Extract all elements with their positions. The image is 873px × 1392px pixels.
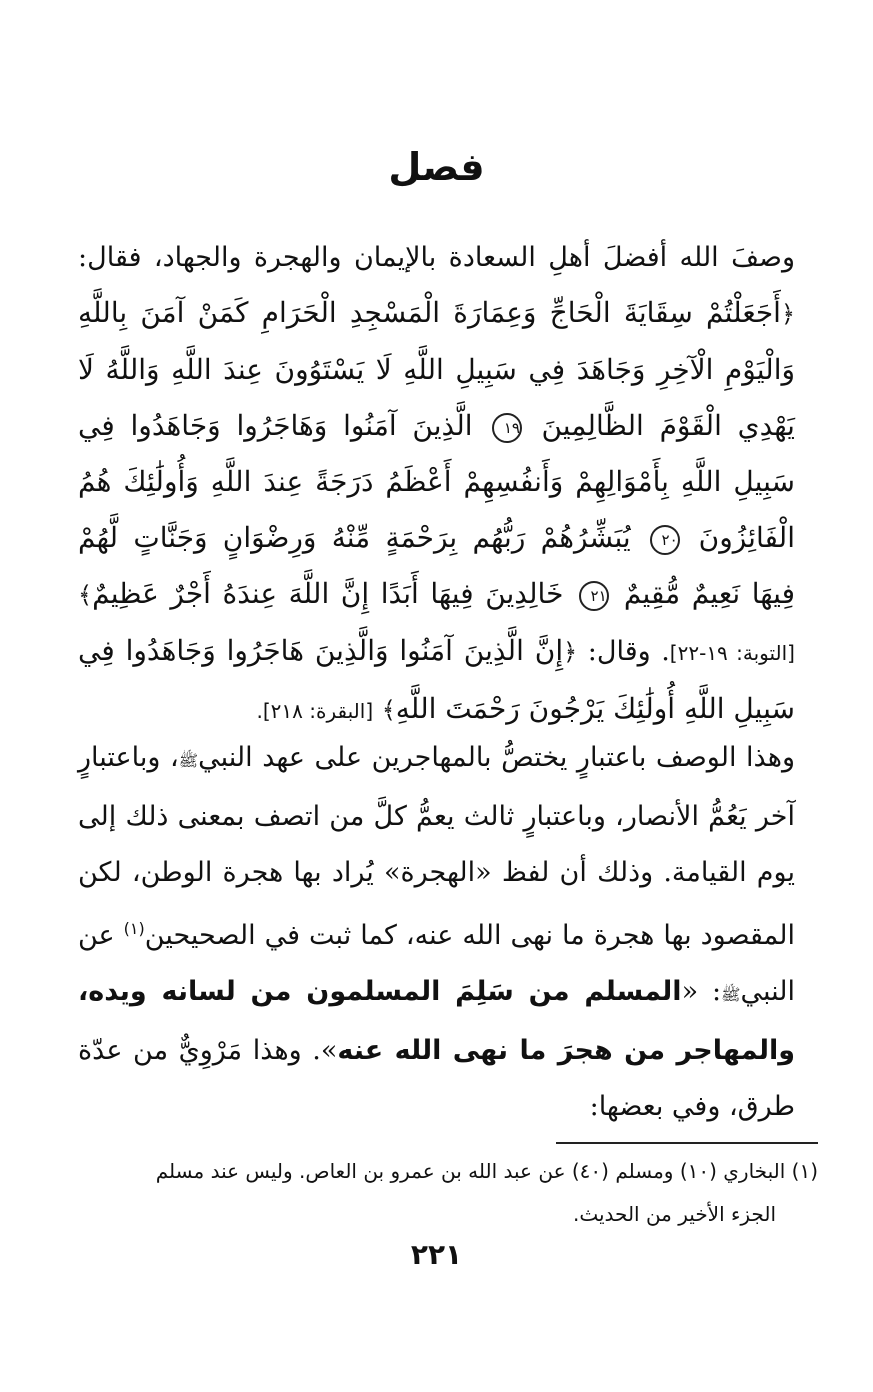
verse-tawbah-21: يُبَشِّرُهُمْ رَبُّهُم بِرَحْمَةٍ مِّنْهُ وَرِضْوَانٍ وَجَنَّاتٍ لَّهُمْ فِيهَا نَعِيمٌ مُّقِيمٌ: [78, 521, 795, 610]
verse-reference-baqarah: [البقرة: ٢١٨].: [256, 699, 374, 723]
intro-lead-text: وصفَ الله أفضلَ أهلِ السعادة بالإيمان والهجرة والجهاد، فقال:: [78, 242, 795, 273]
section-title: فصل: [388, 145, 485, 189]
page-number: ٢٢١: [410, 1238, 463, 1271]
ayah-number-21: ٢١: [579, 581, 609, 611]
verse-b-close-bracket: ﴾: [381, 696, 396, 724]
footnote: [70, 1150, 818, 1236]
footnote-line-2: الجزء الأخير من الحديث.: [572, 1202, 776, 1226]
explanation-text-3: عن النبي: [78, 920, 795, 1007]
verse-tawbah-19: أَجَعَلْتُمْ سِقَايَةَ الْحَاجِّ وَعِمَارَةَ الْمَسْجِدِ الْحَرَامِ كَمَنْ آمَنَ بِاللَّهِ وَالْيَوْمِ الْآخِرِ وَجَاهَدَ فِي سَبِيلِ اللَّهِ لَا يَسْتَوُونَ عِندَ اللَّهِ وَاللَّهُ لَا يَهْدِي الْقَوْمَ الظَّالِمِينَ: [78, 296, 795, 442]
footnote-line-1: (١) البخاري (١٠) ومسلم (٤٠) عن عبد الله بن عمرو بن العاص. وليس عند مسلم: [155, 1159, 818, 1183]
footnote-divider: [556, 1142, 818, 1144]
salutation-mark-1: ﷺ: [178, 751, 199, 770]
verse-b-open-bracket: ﴿: [563, 638, 578, 666]
verse-tawbah-20: الَّذِينَ آمَنُوا وَهَاجَرُوا وَجَاهَدُوا فِي سَبِيلِ اللَّهِ بِأَمْوَالِهِمْ وَأَنفُسِهِمْ أَعْظَمُ دَرَجَةً عِندَ اللَّهِ وَأُولَٰئِكَ هُمُ الْفَائِزُونَ: [78, 409, 795, 554]
footnote-reference[interactable]: (١): [123, 919, 145, 938]
explanation-paragraph: [78, 730, 795, 1135]
explanation-text-1: وهذا الوصف باعتبارٍ يختصُّ بالمهاجرين على عهد النبي: [198, 742, 796, 773]
explanation-text-2: ، وباعتبارٍ آخر يَعُمُّ الأنصار، وباعتبارٍ ثالث يعمُّ كلَّ من اتصف بمعنى ذلك إلى يوم القيامة. وذلك أن لفظ «الهجرة» يُراد بها هجرة الوطن، لكن المقصود بها هجرة ما نهى الله عنه، كما ثبت في الصحيحين: [78, 742, 795, 951]
intro-paragraph: [78, 230, 795, 739]
hadith-quote: المسلم من سَلِمَ المسلمون من لسانه ويده، والمهاجر من هجرَ ما نهى الله عنه: [78, 976, 795, 1066]
ayah-number-20: ٢٠: [650, 525, 680, 555]
verse-baqarah-218: إِنَّ الَّذِينَ آمَنُوا وَالَّذِينَ هَاجَرُوا وَجَاهَدُوا فِي سَبِيلِ اللَّهِ أُولَٰئِكَ يَرْجُونَ رَحْمَتَ اللَّهِ: [78, 634, 795, 725]
verse-open-bracket: ﴿: [780, 300, 795, 328]
verse-tawbah-22: خَالِدِينَ فِيهَا أَبَدًا إِنَّ اللَّهَ عِندَهُ أَجْرٌ عَظِيمٌ: [92, 577, 564, 610]
salutation-mark-2: ﷺ: [721, 985, 741, 1004]
explanation-text-4: : «: [681, 976, 722, 1007]
verse-reference-tawbah: [التوبة: ١٩-٢٢]: [669, 641, 795, 665]
ayah-number-19: ١٩: [492, 413, 522, 443]
verse-close-bracket: ﴾: [78, 581, 93, 609]
and-said-text: . وقال:: [587, 636, 670, 667]
explanation-text-5: ». وهذا مَرْوِيٌّ من عدّة طرق، وفي بعضها:: [78, 1035, 795, 1122]
